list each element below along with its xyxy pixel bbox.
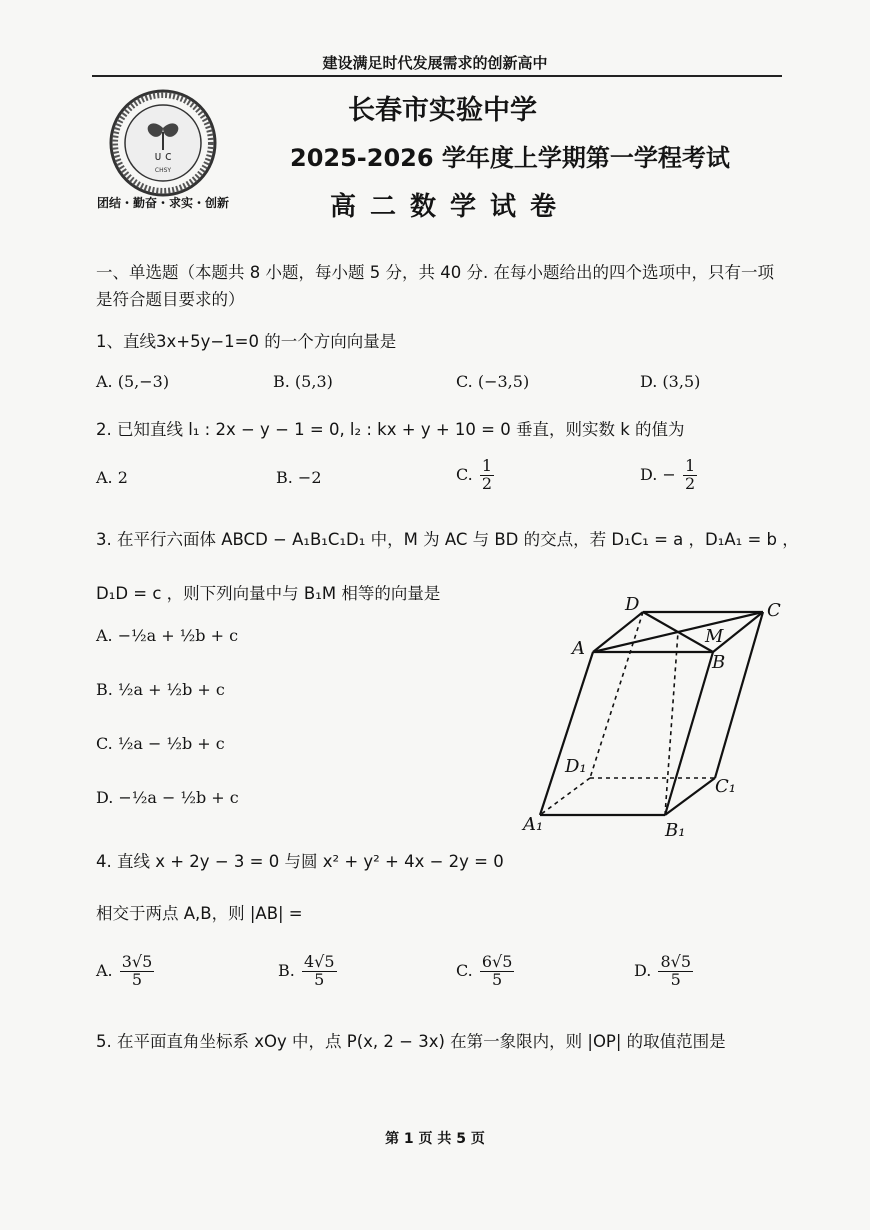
svg-text:CHSY: CHSY [154,167,172,174]
q2-option-c-fraction [480,458,494,493]
label-B1: B₁ [665,820,686,840]
header-slogan: 建设满足时代发展需求的创新高中 [322,54,548,72]
question-4-stem-line2: 相交于两点 A,B，则 |AB| = [96,904,303,923]
q4-a-numerator: 3√5 [121,952,153,971]
q2-d-denominator: 2 [684,473,696,493]
exam-title: 2025-2026 学年度上学期第一学程考试 [290,144,730,172]
label-A: A [572,638,585,659]
q3-option-a: A. −½a + ½b + c [96,626,239,645]
q1-option-b: B. (5,3) [273,372,333,391]
question-5-stem: 5. 在平面直角坐标系 xOy 中，点 P(x, 2 − 3x) 在第一象限内，则 |OP| 的取值范围是 [96,1032,726,1051]
q4-c-numerator: 6√5 [481,952,513,971]
q3-option-b: B. ½a + ½b + c [96,680,225,699]
q2-option-b: B. −2 [276,468,322,487]
q4-option-c [456,954,516,989]
q4-b-numerator: 4√5 [303,952,335,971]
question-4-stem-line1: 4. 直线 x + 2y − 3 = 0 与圆 x² + y² + 4x − 2y = 0 [96,852,504,871]
q2-option-c-label: C. [456,464,473,484]
q4-b-denominator: 5 [314,969,325,989]
label-D1: D₁ [565,756,587,777]
question-3-stem-line1: 3. 在平行六面体 ABCD − A₁B₁C₁D₁ 中，M 为 AC 与 BD 的交点，若 D₁C₁ = a ，D₁A₁ = b ， [96,530,799,549]
q4-a-denominator: 5 [131,969,143,989]
q1-option-d: D. (3,5) [640,372,701,391]
q4-c-denominator: 5 [492,969,503,989]
q4-option-b-label: B. [278,960,295,980]
school-seal-logo [108,88,218,198]
label-C: C [767,600,781,621]
q4-option-b [278,954,339,989]
label-A1: A₁ [523,814,544,835]
page-number-footer: 第 1 页 共 5 页 [385,1131,485,1147]
q4-option-a [96,954,156,989]
q4-option-c-label: C. [456,960,473,980]
q3-option-d: D. −½a − ½b + c [96,788,239,807]
label-D: D [625,594,640,615]
svg-text:ᴜ ᴄ: ᴜ ᴄ [154,149,172,163]
q4-option-d-label: D. [634,960,652,980]
q4-option-d-fraction [658,954,693,989]
question-3-stem-line2: D₁D = c ，则下列向量中与 B₁M 相等的向量是 [96,584,441,603]
school-name: 长春市实验中学 [348,95,537,126]
q4-d-numerator: 8√5 [660,952,691,971]
q2-option-d-fraction [683,458,697,493]
q2-c-denominator: 2 [481,473,493,493]
label-C1: C₁ [715,776,736,797]
q2-option-d-label: D. − [640,464,676,484]
q4-option-b-fraction [302,954,337,989]
q2-c-numerator: 1 [481,456,493,475]
parallelepiped-figure [515,590,790,840]
q2-d-numerator: 1 [684,456,696,475]
question-2-stem: 2. 已知直线 l₁ : 2x − y − 1 = 0, l₂ : kx + y + 10 = 0 垂直，则实数 k 的值为 [96,420,685,439]
school-motto: 团结・勤奋・求实・创新 [97,196,230,210]
q4-d-denominator: 5 [670,969,681,989]
q4-option-c-fraction [480,954,515,989]
q1-option-a: A. (5,−3) [96,372,170,391]
q2-option-d [640,458,699,493]
q4-option-a-fraction [120,954,155,989]
label-M: M [705,626,724,647]
paper-title: 高二数学试卷 [330,192,571,222]
q4-option-a-label: A. [96,960,113,980]
header-divider [92,75,782,77]
q3-option-c: C. ½a − ½b + c [96,734,225,753]
q4-option-d [634,954,695,989]
section-heading: 一、单选题（本题共 8 小题，每小题 5 分，共 40 分. 在每小题给出的四个选项中，只有一项是符合题目要求的） [96,263,774,309]
q1-option-c: C. (−3,5) [456,372,530,391]
q2-option-a: A. 2 [96,468,128,487]
label-B: B [712,652,726,673]
q2-option-c [456,458,496,493]
question-1-stem: 1、直线3x+5y−1=0 的一个方向向量是 [96,332,397,351]
